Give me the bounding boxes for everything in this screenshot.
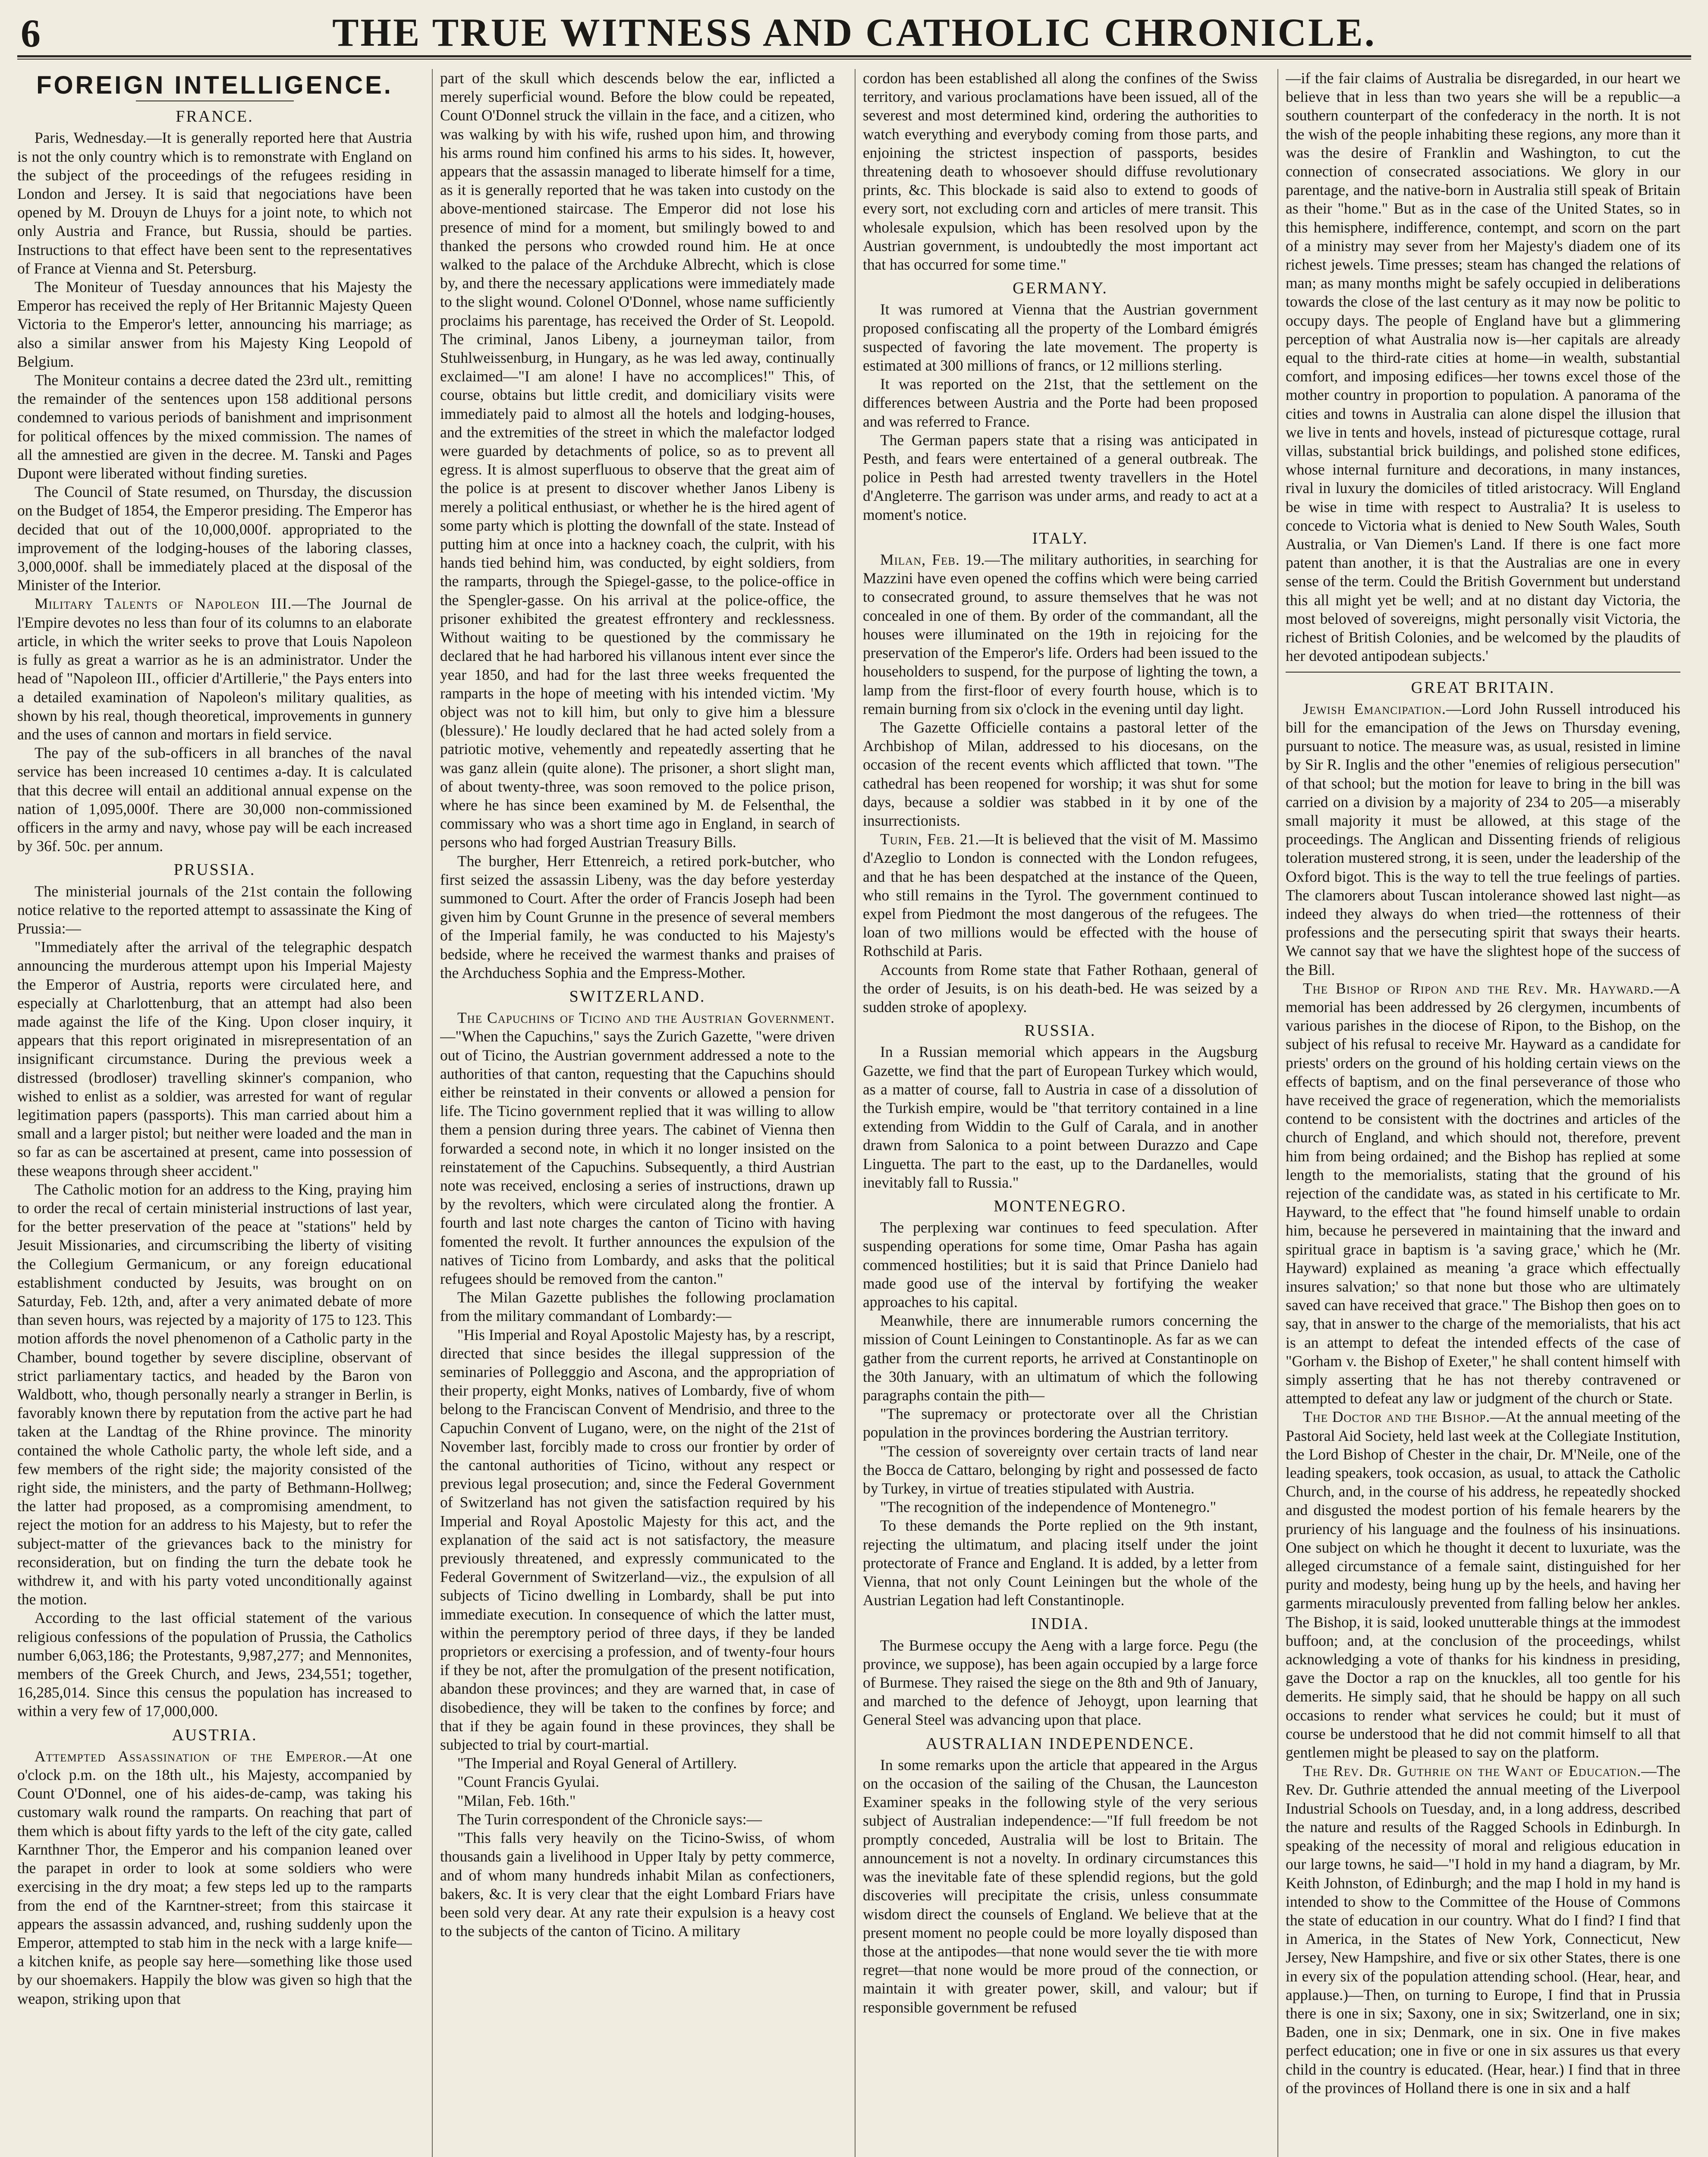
section-heading: FOREIGN INTELLIGENCE. xyxy=(36,71,393,99)
section-title: FRANCE. xyxy=(176,107,254,126)
article-paragraph: cordon has been established all along the confines of the Swiss territory, and various proclamations have been issued, all of the severest and most determined kind, ordering the authorities to watch everything and everybody coming from those parts, and enjoining the strictest inspection of passports, besides threatening death to whosoever should diffuse revolutionary prints, &c. This blockade is said also to extend to goods of every sort, not excluding corn and articles of mere transit. This wholesale expulsion, which has been resolved upon by the Austrian government, is undoubtedly the most important act that has occurred for some time." xyxy=(863,69,1258,274)
article-paragraph: The Milan Gazette publishes the following proclamation from the military commandant of Lombardy:— xyxy=(440,1289,835,1325)
article-paragraph: According to the last official statement of the various religious confessions of the population of Prussia, the Catholics number 6,063,186; the Protestants, 9,987,277; and Mennonites, members of the Greek Church, and Jews, 234,551; together, 16,285,014. Since this census the population has increased to within a very few of 17,000,000. xyxy=(17,1609,412,1720)
column-4 xyxy=(1286,69,1680,2157)
article-paragraph: The German papers state that a rising was anticipated in Pesth, and fears were entertained of a general outbreak. The police in Pesth had arrested twenty travellers in the Hotel d'Angleterre. The garrison was under arms, and ready to act at a moment's notice. xyxy=(863,431,1258,523)
section-title: INDIA. xyxy=(1031,1615,1090,1633)
masthead-rule xyxy=(17,59,1691,60)
section-title: AUSTRIA. xyxy=(172,1726,258,1744)
column-rule xyxy=(432,69,433,2157)
article-paragraph: Accounts from Rome state that Father Rothaan, general of the order of Jesuits, is on his death-bed. He was seized by a sudden stroke of apoplexy. xyxy=(863,961,1258,1016)
section-title: GERMANY. xyxy=(1013,279,1108,298)
article-paragraph: "The supremacy or protectorate over all the Christian population in the provinces bordering the Austrian territory. xyxy=(863,1405,1258,1441)
article-paragraph: The Moniteur contains a decree dated the 23rd ult., remitting the remainder of the sentences upon 158 additional persons condemned to various periods of banishment and imprisonment for political offences by the mixed commission. The names of all the amnestied are given in the decree. M. Tanski and Pages Dupont were liberated without finding sureties. xyxy=(17,371,412,482)
article-paragraph: Turin, Feb. 21.—It is believed that the visit of M. Massimo d'Azeglio to London is connected with the London refugees, and that he has been despatched at the instance of the Queen, who still remains in the Tyrol. The government continued to expel from Piedmont the most dangerous of the refugees. The loan of two millions would be effected with the house of Rothschild at Paris. xyxy=(863,830,1258,960)
article-paragraph: "Count Francis Gyulai. xyxy=(457,1773,600,1791)
article-paragraph: "The Imperial and Royal General of Artillery. xyxy=(457,1755,737,1772)
section-title: ITALY. xyxy=(1032,529,1088,547)
article-paragraph: The Catholic motion for an address to the King, praying him to order the recal of certain ministerial instructions of last year, for the better preservation of the peace at "stations" held by Jesuit Missionaries, and circumscribing the liberty of visiting the Collegium Germanicum, or any foreign educational establishment conducted by Jesuits, was brought on on Saturday, Feb. 12th, and, after a very animated debate of more than seven hours, was rejected by a majority of 175 to 123. This motion affords the novel phenomenon of a Catholic party in the Chamber, bound together by severe discipline, observant of strict parliamentary tactics, and headed by the Baron von Waldbott, who, though personally nearly a stranger in Berlin, is favorably known there by reputation from the active part he had taken at the Landtag of the Rhine province. The minority contained the whole Catholic party, the whole left side, and a few members of the right side; the majority consisted of the right side, the ministers, and the party of Bethmann-Hollweg; the latter had proposed, as a compromising amendment, to reject the motion for an address to his Majesty, but to refer the subject-matter of the grievances back to the ministry for reconsideration, but on finding the turn the debate took he withdrew it, and with his party voted unconditionally against the motion. xyxy=(17,1180,412,1608)
article-paragraph: Meanwhile, there are innumerable rumors concerning the mission of Count Leiningen to Constantinople. As far as we can gather from the current reports, he arrived at Constantinople on the 30th January, with an ultimatum of which the following paragraphs contain the pith— xyxy=(863,1312,1258,1404)
section-title: MONTENEGRO. xyxy=(994,1197,1127,1215)
column-rule xyxy=(1277,69,1278,2157)
divider xyxy=(1286,672,1680,673)
article-paragraph: Paris, Wednesday.—It is generally reported here that Austria is not the only country which is to remonstrate with England on the subject of the proceedings of the refugees residing in London and Jersey. It is said that negociations have been opened by M. Drouyn de Lhuys for a joint note, to which not only Austria and France, but Russia, should be parties. Instructions to that effect have been sent to the representatives of France at Vienna and St. Petersburg. xyxy=(17,129,412,277)
article-paragraph: "Immediately after the arrival of the telegraphic despatch announcing the murderous attempt upon his Imperial Majesty the Emperor of Austria, reports were circulated here, and especially at Charlottenburg, that an attempt had also been made against the life of the King. Upon closer inquiry, it appears that this report originated in misrepresentation of an insignificant circumstance. During the previous week a distressed (brodloser) travelling skinner's companion, who wished to enlist as a soldier, was arrested for want of regular legitimation papers (passports). This man carried about him a small and a larger pistol; but neither were loaded and the man in so far as can be ascertained at present, came into possession of these weapons through sheer accident." xyxy=(17,938,412,1179)
article-paragraph: The Doctor and the Bishop.—At the annual meeting of the Pastoral Aid Society, held last week at the Collegiate Institution, the Lord Bishop of Chester in the chair, Dr. M'Neile, one of the leading speakers, took occasion, as usual, to attack the Catholic Church, and, in the course of his address, he repeatedly shocked and disgusted the modest portion of his female hearers by the pruriency of his language and the foulness of his insinuations. One subject on which he thought it decent to luxuriate, was the alleged circumstance of a female saint, distinguished for her purity and modesty, being hung up by the heels, and having her garments miraculously prevented from falling below her ankles. The Bishop, it is said, looked unutterable things at the immodest buffoon; and, at the conclusion of the proceedings, whilst acknowledging a vote of thanks for his kindness in presiding, gave the Doctor a rap on the knuckles, all too gentle for his demerits. He simply said, that he should be happy on all such occasions to render what services he could; but it must of course be understood that he did not commit himself to all that gentlemen might be pleased to say on the platform. xyxy=(1286,1408,1680,1761)
article-paragraph: The Bishop of Ripon and the Rev. Mr. Hayward.—A memorial has been addressed by 26 clergymen, incumbents of various parishes in the diocese of Ripon, to the Bishop, on the subject of his refusal to receive Mr. Hayward as a candidate for priests' orders on the ground of his holding certain views on the effects of baptism, and on the final perseverance of those who have received the grace of regeneration, which the memorialists contend to be consistent with the doctrines and articles of the church of England, and which should not, therefore, prevent him from being ordained; and the Bishop has replied at some length to the memorialists, stating that the ground of his rejection of the candidate was, as stated in his certificate to Mr. Hayward, to the effect that "he found himself unable to ordain him, because he persevered in maintaining that the inward and spiritual grace in baptism is 'a saving grace,' which he (Mr. Hayward) explained as meaning 'a grace which effectually insures salvation;' so that none but those who are ultimately saved can have received that grace." The Bishop then goes on to say, that in answer to the charge of the memorialists, that his act is an attempt to defeat the intended effects of the case of "Gorham v. the Bishop of Exeter," he shall content himself with simply asserting that he has not thereby contravened or attempted to defeat any law or judgment of the church or State. xyxy=(1286,979,1680,1407)
article-paragraph: Attempted Assassination of the Emperor.—At one o'clock p.m. on the 18th ult., his Majesty, accompanied by Count O'Donnel, one of his aides-de-camp, was taking his customary walk round the ramparts. On reaching that part of them which is about fifty yards to the left of the city gate, called Karnthner Thor, the Emperor and his companion leaned over the parapet in order to look at some soldiers who were exercising in the dry moat; a few steps led up to the ramparts from the end of the Karntner-street; from this staircase it appears the assassin advanced, and, rushing suddenly upon the Emperor, attempted to stab him in the neck with a large knife—a kitchen knife, as people say here—something like those used by our shoemakers. Happily the blow was given so high that the weapon, striking upon that xyxy=(17,1747,412,2007)
article-paragraph: The pay of the sub-officers in all branches of the naval service has been increased 10 centimes a-day. It is calculated that this decree will entail an additional annual expense on the nation of 1,095,000f. There are 30,000 non-commissioned officers in the army and navy, whose pay will be each increased by 36f. 50c. per annum. xyxy=(17,744,412,855)
section-title: RUSSIA. xyxy=(1024,1022,1096,1040)
column-3 xyxy=(863,69,1258,2157)
article-paragraph: The Gazette Officielle contains a pastoral letter of the Archbishop of Milan, addressed to his diocesans, on the occasion of the recent events which afflicted that town. "The cathedral has been reopened for worship; it was shut for some days, because a soldier was stabbed in it by one of the insurrectionists. xyxy=(863,718,1258,829)
article-paragraph: The Capuchins of Ticino and the Austrian Government.—"When the Capuchins," says the Zurich Gazette, "were driven out of Ticino, the Austrian government addressed a note to the authorities of that canton, requesting that the Capuchins should either be reinstated in their convents or allowed a pension for life. The Ticino government replied that it was willing to allow them a pension during three years. The cabinet of Vienna then forwarded a second note, in which it no longer insisted on the reinstatement of the Capuchins. Subsequently, a third Austrian note was received, enclosing a series of instructions, drawn up by the revolters, which were circulated along the frontier. A fourth and last note charges the canton of Ticino with having fomented the revolt. It further announces the expulsion of the natives of Ticino from Lombardy, and asks that the political refugees should be removed from the canton." xyxy=(440,1009,835,1287)
article-paragraph: Jewish Emancipation.—Lord John Russell introduced his bill for the emancipation of the Jews on Thursday evening, pursuant to notice. The measure was, as usual, resisted in limine by Sir R. Inglis and the other "enemies of religious persecution" of that school; but the motion for leave to bring in the bill was carried on a division by a majority of 234 to 205—a miserably small majority it must be allowed, at this stage of the proceedings. The Anglican and Dissenting friends of religious toleration mustered strong, it is seen, under the leadership of the Oxford bigot. This is the way to tell the true feelings of parties. The clamorers about Tuscan intolerance showed last night—as indeed they always do when tried—the rottenness of their professions and the persecuting spirit that sways their hearts. We cannot say that we have the slightest hope of the success of the Bill. xyxy=(1286,700,1680,978)
article-paragraph: "Milan, Feb. 16th." xyxy=(457,1792,576,1809)
masthead xyxy=(17,8,1691,57)
article-paragraph: The Burmese occupy the Aeng with a large force. Pegu (the province, we suppose), has been again occupied by a large force of Burmese. They raised the siege on the 8th and 9th of January, and marched to the defence of Jehoygt, upon learning that General Steel was advancing upon that place. xyxy=(863,1636,1258,1729)
article-paragraph: In some remarks upon the article that appeared in the Argus on the occasion of the sailing of the Chusan, the Launceston Examiner speaks in the following style of the very serious subject of Australian independence:—"If full freedom be not promptly conceded, Australia will be lost to Britain. The announcement is not a novelty. In ordinary circumstances this was the inevitable fate of these splendid regions, but the gold discoveries will precipitate the crisis, unless consummate wisdom direct the counsels of England. We believe that at the present moment no people could be more loyally disposed than those at the antipodes—that none would sever the tie with more regret—that none would be more proud of the connection, or maintain it with greater power, skill, and valour; but if responsible government be refused xyxy=(863,1756,1258,2016)
article-paragraph: "His Imperial and Royal Apostolic Majesty has, by a rescript, directed that since besides the illegal suppression of the seminaries of Pollegggio and Ascona, and the appropriation of their property, eight Monks, natives of Lombardy, five of whom belong to the Franciscan Convent of Mendrisio, and three to the Capuchin Convent of Lugano, were, on the night of the 21st of November last, forcibly made to cross our frontier by order of the cantonal authorities of Ticino, without any respect or previous legal prosecution; and, since the Federal Government of Switzerland has not given the satisfaction required by his Imperial and Royal Apostolic Majesty for this act, and the explanation of the said act is not satisfactory, the measure previously threatened, and expressly communicated to the Federal Government of Switzerland—viz., the expulsion of all subjects of Ticino dwelling in Lombardy, shall be put into immediate execution. In consequence of which the latter must, within the peremptory period of three days, if they be landed proprietors or exercising a profession, and of twenty-four hours if they be not, after the promulgation of the present notification, abandon these provinces; and they are warned that, in case of disobedience, they will be taken to the confines by force; and that if they be again found in these provinces, they shall be subjected to trial by court-martial. xyxy=(440,1326,835,1754)
article-paragraph: In a Russian memorial which appears in the Augsburg Gazette, we find that the part of European Turkey which would, as a matter of course, fall to Austria in case of a dissolution of the Turkish empire, would be "that territory contained in a line extending from Widdin to the Gulf of Carala, and in another drawn from Salonica to a point between Durazzo and Cape Linguetta. The part to the east, up to the Dardanelles, would inevitably fall to Russia." xyxy=(863,1043,1258,1191)
article-paragraph: It was reported on the 21st, that the settlement on the differences between Austria and the Porte had been proposed and was referred to France. xyxy=(863,375,1258,430)
article-paragraph: The Rev. Dr. Guthrie on the Want of Education.—The Rev. Dr. Guthrie attended the annual meeting of the Liverpool Industrial Schools on Tuesday, and, in a long address, described the nature and results of the Ragged Schools in Edinburgh. In speaking of the necessity of moral and religious education in our large towns, he said—"I hold in my hand a diagram, by Mr. Keith Johnston, of Edinburgh; and the map I hold in my hand is intended to show to the Committee of the House of Commons the state of education in our country. What do I find? I find that in America, in the States of New York, Connecticut, New Jersey, New Hampshire, and five or six other States, there is one in every six of the population attending school. (Hear, hear, and applause.)—Then, on turning to Europe, I find that in Prussia there is one in six; Saxony, one in six; Switzerland, one in six; Baden, one in six; Denmark, one in six. One in five makes perfect education; one in five or one in six assures us that every child in the country is educated. (Hear, hear.) I find that in three of the provinces of Holland there is one in six and a half xyxy=(1286,1762,1680,2097)
page-number: 6 xyxy=(21,11,41,55)
article-paragraph: The burgher, Herr Ettenreich, a retired pork-butcher, who first seized the assassin Libeny, was the day before yesterday summoned to Court. After the order of Francis Joseph had been given him by Count Grunne in the presence of several members of the Imperial family, he was conducted to his Majesty's bedside, where he received the warmest thanks and praises of the Archduchess Sophia and the Empress-Mother. xyxy=(440,852,835,981)
article-paragraph: To these demands the Porte replied on the 9th instant, rejecting the ultimatum, and placing itself under the joint protectorate of France and England. It is added, by a letter from Vienna, that not only Count Leiningen but the whole of the Austrian Legation had left Constantinople. xyxy=(863,1517,1258,1609)
article-paragraph: —if the fair claims of Australia be disregarded, in our heart we believe that in less than two years she will be a republic—a southern counterpart of the confederacy in the north. It is not the wish of the people inhabiting these regions, any more than it was the desire of Franklin and Washington, to cut the connection of consecrated associations. We glory in our parentage, and the native-born in Australia still speak of Britain as their "home." But as in the case of the United States, so in this hemisphere, indifference, contempt, and scorn on the part of a ministry may sever from her Majesty's diadem one of its richest jewels. Time presses; steam has changed the relations of man; as many months might be safely occupied in deliberations towards the close of the last century as it may now be politic to occupy days. The people of England have but a glimmering perception of what Australia now is—her capitals are already equal to the third-rate cities at home—in wealth, substantial comfort, and imposing edifices—her towns excel those of the mother country in proportion to population. A panorama of the cities and towns in Australia can alone dispel the illusion that we live in tents and hovels, instead of picturesque cottage, rural villas, substantial brick buildings, and polished stone edifices, whose internal furniture and decorations, in many instances, rival in luxury the domiciles of titled aristocracy. Will England be wise in time with respect to Australia? It is useless to concede to Victoria what is denied to New South Wales, South Australia, or Van Diemen's Land. If there is one fact more patent than another, it is that the Australias are one in every sense of the term. Could the British Government but understand this all might yet be well; and at no distant day Victoria, the most beloved of sovereigns, might personally visit Victoria, the richest of British Colonies, and be welcomed by the plaudits of her devoted antipodean subjects.' xyxy=(1286,69,1680,665)
section-title: GREAT BRITAIN. xyxy=(1411,678,1555,697)
article-paragraph: It was rumored at Vienna that the Austrian government proposed confiscating all the property of the Lombard émigrés suspected of favoring the late movement. The property is estimated at 300 millions of francs, or 12 millions sterling. xyxy=(863,301,1258,374)
article-paragraph: Military Talents of Napoleon III.—The Journal de l'Empire devotes no less than four of its columns to an elaborate article, in which the writer seeks to prove that Louis Napoleon is fully as great a warrior as he is an administrator. Under the head of "Napoleon III., officier d'Artillerie," the Pays enters into a detailed examination of Napoleon's military qualities, as shown by his real, though theoretical, improvements in gunnery and the uses of cannon and mortars in field service. xyxy=(17,595,412,743)
column-rule xyxy=(855,69,856,2157)
article-paragraph: "The cession of sovereignty over certain tracts of land near the Bocca de Cattaro, belonging by right and possessed de facto by Turkey, in virtue of treaties stipulated with Austria. xyxy=(863,1442,1258,1497)
article-paragraph: part of the skull which descends below the ear, inflicted a merely superficial wound. Before the blow could be repeated, Count O'Donnel struck the villain in the face, and a citizen, who was walking by with his wife, rushed upon him, and throwing his arms round him confined his arms to his sides. It, however, appears that the assassin managed to liberate himself for a time, as it is generally reported that he was taken into custody on the above-mentioned staircase. The Emperor did not lose his presence of mind for a moment, but smilingly bowed to and thanked the persons who crowded round him. He at once walked to the palace of the Archduke Albrecht, which is close by, and there the necessary applications were immediately made to the slight wound. Colonel O'Donnel, whose name sufficiently proclaims his parentage, has received the Order of St. Leopold. The criminal, Janos Libeny, a journeyman tailor, from Stuhlweissenburg, in Hungary, as he was led away, continually exclaimed—"I am alone! I have no accomplices!" This, of course, obtains but little credit, and domiciliary visits were immediately paid to almost all the hotels and lodging-houses, and the extremities of the street in which the malefactor lodged were guarded by detachments of police, so as to prevent all egress. It is almost superfluous to observe that the great aim of the police is at present to discover whether Janos Libeny is merely a political enthusiast, or whether he is the hired agent of some party which is plotting the downfall of the state. Instead of putting him at once into a hackney coach, the culprit, with his hands tied behind him, was conducted, by eight soldiers, from the ramparts, through the Spiegel-gasse, to the police-office in the Spengler-gasse. On his arrival at the police-office, the prisoner exhibited the greatest effrontery and recklessness. Without waiting to be questioned by the commissary he declared that he had harbored his villanous intent ever since the year 1850, and had for the last three weeks frequented the ramparts in the hope of meeting with his intended victim. 'My object was not to kill him, but only to give him a blessure (blessure).' He loudly declared that he had acted solely from a patriotic motive, vehemently and repeatedly asserting that he was ganz allein (quite alone). The prisoner, a short slight man, of about twenty-three, was soon removed to the police prison, where he has since been examined by M. de Felsenthal, the commissary who was a short time ago in England, in search of persons who had forged Austrian Treasury Bills. xyxy=(440,69,835,851)
article-paragraph: The Moniteur of Tuesday announces that his Majesty the Emperor has received the reply of Her Britannic Majesty Queen Victoria to the Emperor's letter, announcing his marriage; as also a similar answer from his Majesty King Leopold of Belgium. xyxy=(17,278,412,370)
article-paragraph: "The recognition of the independence of Montenegro." xyxy=(880,1498,1217,1516)
article-paragraph: The Council of State resumed, on Thursday, the discussion on the Budget of 1854, the Emperor presiding. The Emperor has decided that out of the 10,000,000f. appropriated to the improvement of the lodging-houses of the laboring classes, 3,000,000f. shall be immediately placed at the disposal of the Minister of the Interior. xyxy=(17,483,412,594)
section-title: SWITZERLAND. xyxy=(569,987,706,1006)
section-title: AUSTRALIAN INDEPENDENCE. xyxy=(926,1734,1195,1753)
article-paragraph: The ministerial journals of the 21st contain the following notice relative to the reported attempt to assassinate the King of Prussia:— xyxy=(17,882,412,937)
newspaper-title: THE TRUE WITNESS AND CATHOLIC CHRONICLE. xyxy=(332,10,1376,54)
section-title: PRUSSIA. xyxy=(173,861,256,879)
article-paragraph: "This falls very heavily on the Ticino-Swiss, of whom thousands gain a livelihood in Upper Italy by petty commerce, and of whom many hundreds inhabit Milan as confectioners, bakers, &c. It is very clear that the eight Lombard Friars have been sold very dear. At any rate their expulsion is a heavy cost to the subjects of the canton of Ticino. A military xyxy=(440,1829,835,1940)
article-paragraph: The perplexing war continues to feed speculation. After suspending operations for some time, Omar Pasha has again commenced hostilities; but it is said that Prince Danielo had made good use of the interval by fortifying the weaker approaches to his capital. xyxy=(863,1219,1258,1311)
column-1 xyxy=(17,69,412,2157)
article-paragraph: The Turin correspondent of the Chronicle says:— xyxy=(457,1810,762,1828)
column-2 xyxy=(440,69,835,2157)
article-paragraph: Milan, Feb. 19.—The military authorities, in searching for Mazzini have even opened the coffins which were being carried to consecrated ground, to assure themselves that he was not concealed in one of them. By order of the commandant, all the houses were illuminated on the 19th in rejoicing for the preservation of the Emperor's life. Orders had been issued to the householders to suspend, for the purpose of lighting the town, a lamp from the first-floor of every fourth house, which is to remain burning from six o'clock in the evening until day light. xyxy=(863,551,1258,717)
